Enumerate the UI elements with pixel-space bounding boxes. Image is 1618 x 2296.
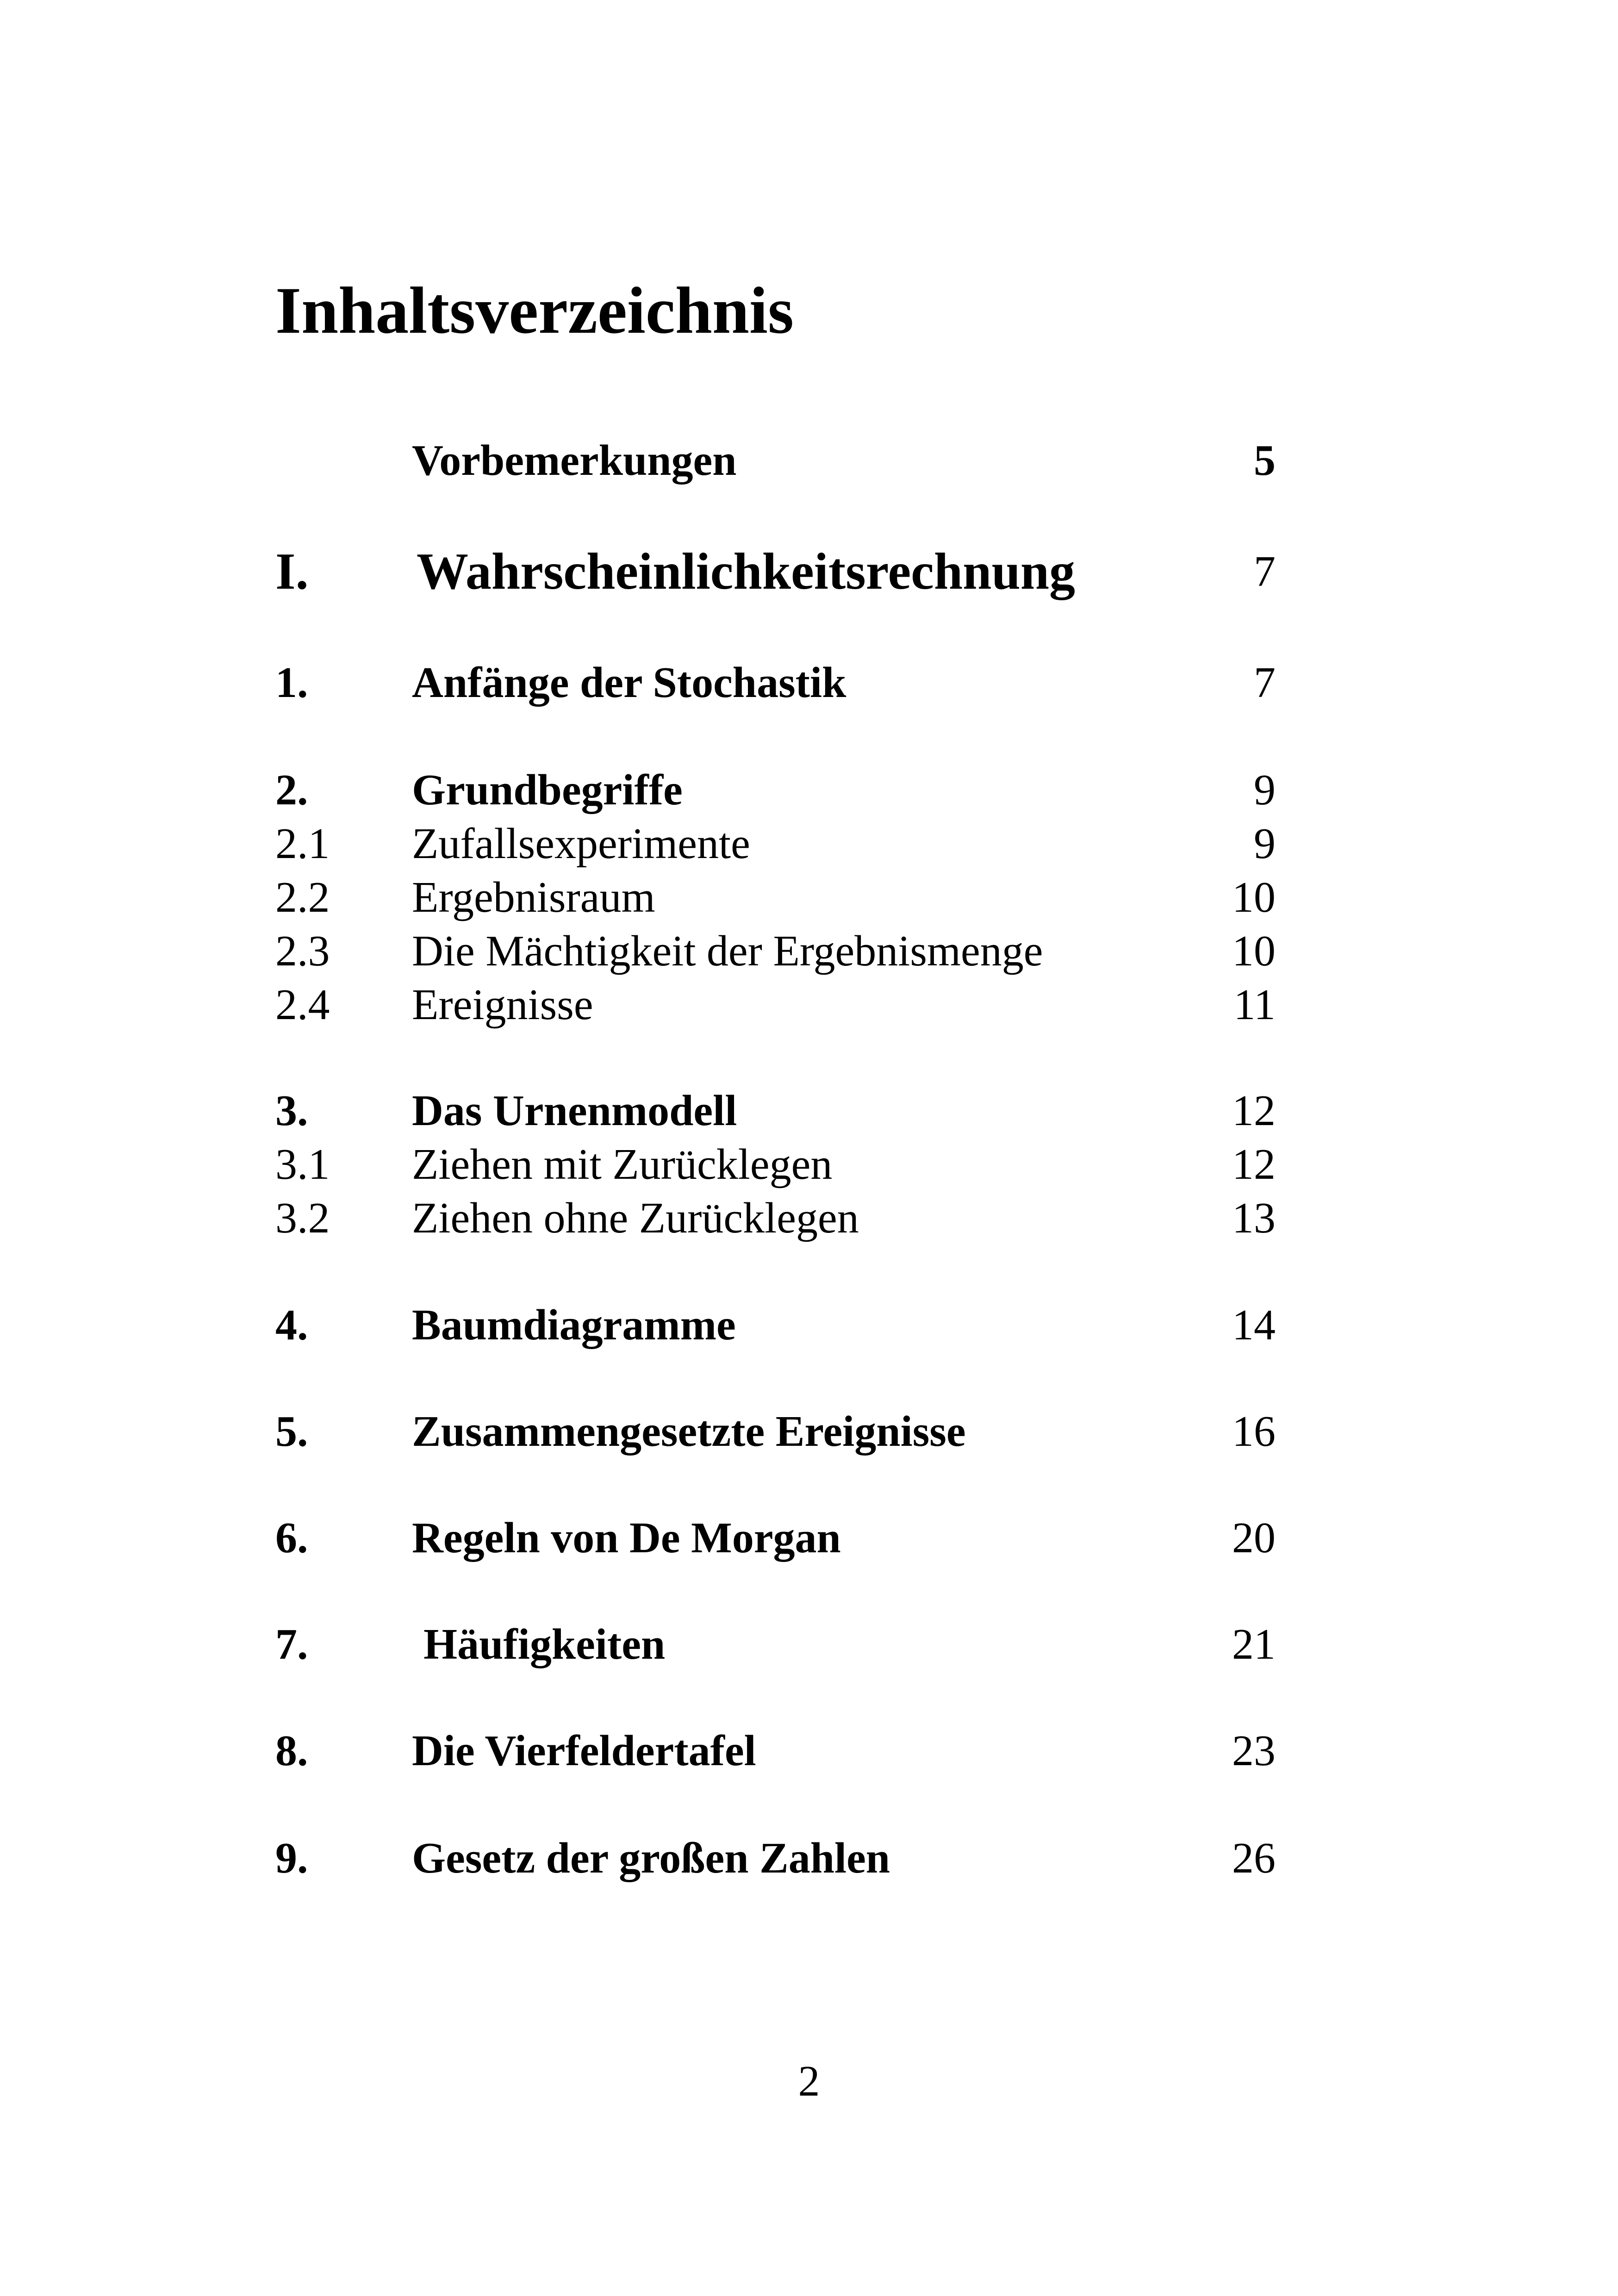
toc-entry-page: 23: [1232, 1727, 1276, 1775]
toc-entry-title: Ergebnisraum: [412, 873, 655, 921]
toc-entry-chapter-6[interactable]: [0, 1512, 1618, 1563]
toc-entry-number: 2.4: [275, 981, 330, 1029]
toc-entry-title: Anfänge der Stochastik: [412, 659, 846, 707]
toc-entry-title: Ziehen ohne Zurücklegen: [412, 1194, 859, 1242]
toc-entry-number: 4.: [275, 1301, 308, 1349]
toc-entry-page: 10: [1232, 927, 1276, 975]
toc-entry-title: Wahrscheinlichkeitsrechnung: [417, 543, 1076, 600]
toc-entry-vorbemerkungen[interactable]: [0, 435, 1618, 486]
toc-entry-number: 6.: [275, 1514, 308, 1562]
toc-entry-number: 5.: [275, 1407, 308, 1456]
toc-entry-number: 3.: [275, 1087, 308, 1135]
toc-entry-title: Gesetz der großen Zahlen: [412, 1834, 890, 1882]
toc-entry-title: Die Mächtigkeit der Ergebnismenge: [412, 927, 1043, 975]
toc-entry-chapter-4[interactable]: [0, 1300, 1618, 1350]
toc-entry-chapter-7[interactable]: [0, 1619, 1618, 1670]
toc-entry-page: 5: [1254, 436, 1276, 485]
toc-entry-chapter-3[interactable]: [0, 1085, 1618, 1136]
toc-entry-title: Baumdiagramme: [412, 1301, 736, 1349]
toc-entry-number: 1.: [275, 659, 308, 707]
toc-entry-page: 12: [1232, 1140, 1276, 1188]
toc-entry-number: 3.1: [275, 1140, 330, 1188]
toc-entry-section-2-2[interactable]: [0, 872, 1618, 923]
toc-entry-page: 10: [1232, 873, 1276, 921]
toc-entry-page: 9: [1254, 820, 1276, 868]
toc-entry-chapter-9[interactable]: [0, 1833, 1618, 1884]
toc-entry-page: 13: [1232, 1194, 1276, 1242]
toc-entry-section-2-1[interactable]: [0, 818, 1618, 869]
toc-entry-part-i[interactable]: [0, 543, 1618, 600]
toc-entry-title: Ereignisse: [412, 981, 593, 1029]
toc-entry-section-3-1[interactable]: [0, 1139, 1618, 1190]
toc-entry-chapter-1[interactable]: [0, 657, 1618, 708]
toc-entry-section-3-2[interactable]: [0, 1193, 1618, 1244]
toc-entry-number: 3.2: [275, 1194, 330, 1242]
toc-entry-title: Das Urnenmodell: [412, 1087, 737, 1135]
toc-entry-title: Zusammengesetzte Ereignisse: [412, 1407, 966, 1456]
toc-entry-number: 8.: [275, 1727, 308, 1775]
toc-entry-chapter-8[interactable]: [0, 1725, 1618, 1776]
toc-entry-title: Vorbemerkungen: [412, 436, 737, 485]
toc-entry-number: 2.1: [275, 820, 330, 868]
toc-entry-page: 26: [1232, 1834, 1276, 1882]
toc-entry-page: 20: [1232, 1514, 1276, 1562]
toc-entry-section-2-4[interactable]: [0, 979, 1618, 1030]
toc-entry-title: Zufallsexperimente: [412, 820, 750, 868]
toc-entry-title: Die Vierfeldertafel: [412, 1727, 756, 1775]
toc-entry-page: 11: [1233, 981, 1276, 1029]
toc-entry-number: 9.: [275, 1834, 308, 1882]
toc-entry-number: 2.3: [275, 927, 330, 975]
toc-entry-title: Häufigkeiten: [423, 1620, 666, 1668]
toc-entry-page: 7: [1254, 659, 1276, 707]
toc-entry-page: 12: [1232, 1087, 1276, 1135]
toc-entry-title: Regeln von De Morgan: [412, 1514, 841, 1562]
toc-entry-chapter-2[interactable]: [0, 765, 1618, 815]
toc-entry-page: 21: [1232, 1620, 1276, 1668]
toc-entry-title: Grundbegriffe: [412, 766, 683, 814]
toc-entry-page: 16: [1232, 1407, 1276, 1456]
toc-entry-page: 14: [1232, 1301, 1276, 1349]
toc-entry-number: 7.: [275, 1620, 308, 1668]
toc-entry-number: 2.2: [275, 873, 330, 921]
toc-entry-chapter-5[interactable]: [0, 1406, 1618, 1457]
toc-entry-number: I.: [275, 543, 309, 600]
page-number: 2: [798, 2057, 820, 2105]
toc-entry-number: 2.: [275, 766, 308, 814]
toc-entry-page: 9: [1254, 766, 1276, 814]
page-title: Inhaltsverzeichnis: [275, 274, 794, 348]
toc-entry-title: Ziehen mit Zurücklegen: [412, 1140, 833, 1188]
toc-entry-page: 7: [1254, 548, 1276, 596]
toc-entry-section-2-3[interactable]: [0, 926, 1618, 977]
